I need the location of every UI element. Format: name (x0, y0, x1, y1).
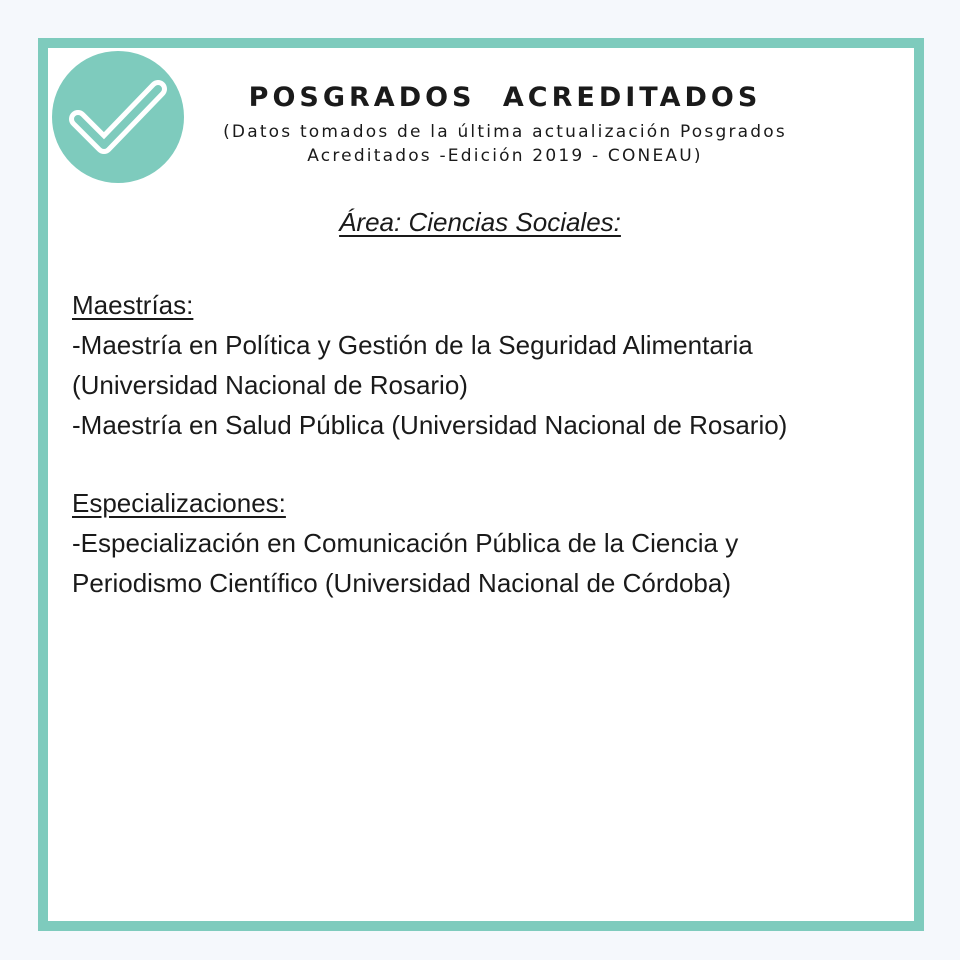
page-subtitle (150, 120, 860, 168)
list-item: Periodismo Científico (Universidad Nacional de Córdoba) (72, 568, 731, 598)
page-title: POSGRADOS ACREDITADOS (248, 82, 762, 113)
area-title: Área: Ciencias Sociales: (339, 207, 621, 237)
section-heading-especializaciones: Especializaciones: (72, 488, 286, 518)
section-heading-maestrias: Maestrías: (72, 290, 194, 320)
subtitle-line: Acreditados -Edición 2019 - CONEAU) (307, 146, 703, 166)
program-list (72, 285, 892, 603)
list-item: -Especialización en Comunicación Pública de la Ciencia y (72, 528, 739, 558)
list-item: -Maestría en Política y Gestión de la Seguridad Alimentaria (72, 330, 753, 360)
section-gap (72, 445, 892, 483)
list-item: (Universidad Nacional de Rosario) (72, 370, 468, 400)
list-item: -Maestría en Salud Pública (Universidad Nacional de Rosario) (72, 410, 788, 440)
subtitle-line: (Datos tomados de la última actualización Posgrados (223, 122, 787, 142)
